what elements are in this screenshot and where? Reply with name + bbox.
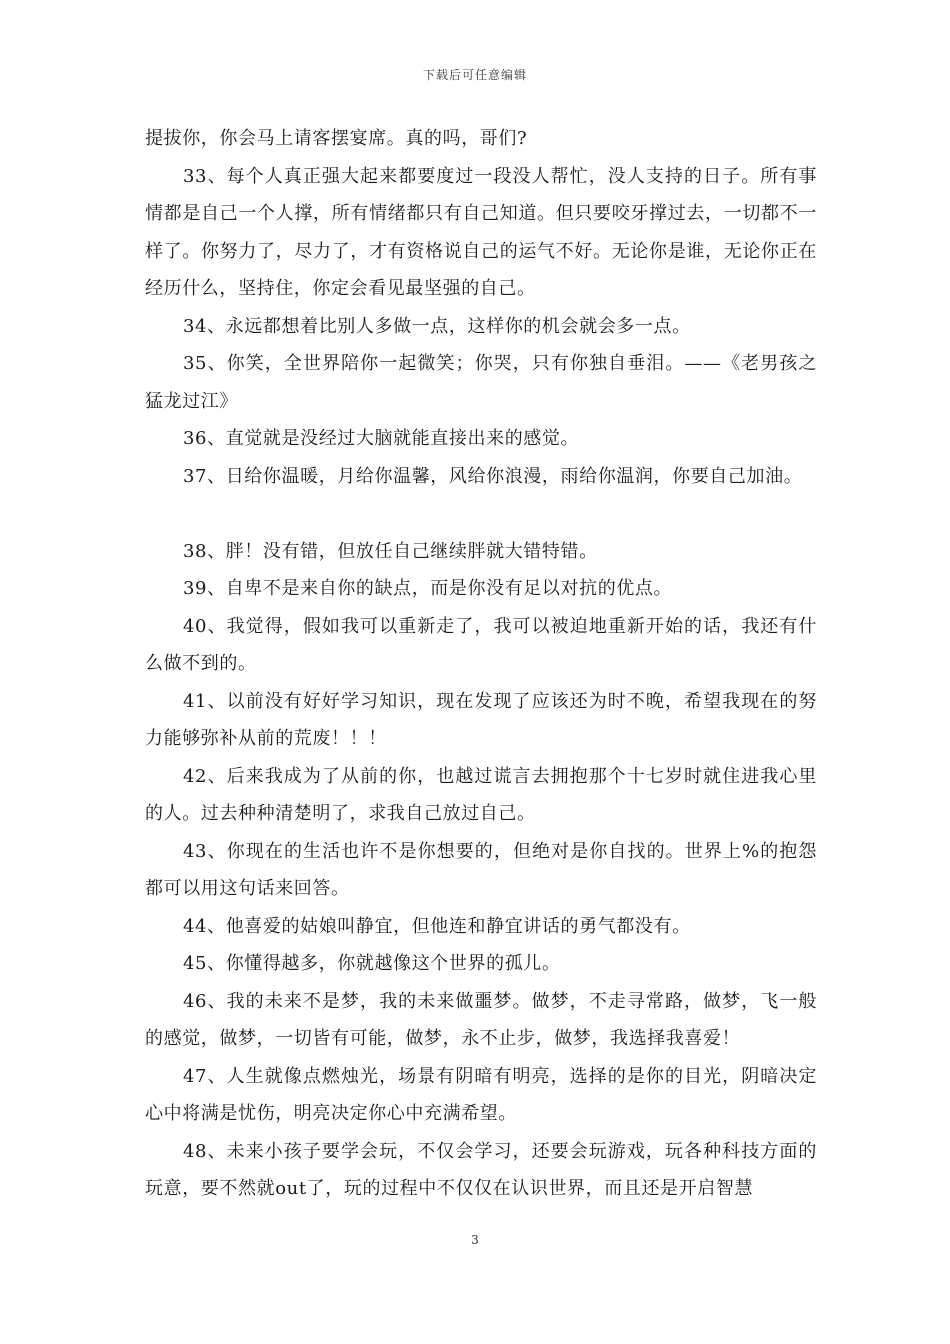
page-number: 3	[471, 1233, 479, 1247]
paragraph-spacer	[145, 495, 817, 533]
paragraph: 42、后来我成为了从前的你，也越过谎言去拥抱那个十七岁时就住进我心里的人。过去种种清楚明了，求我自己放过自己。	[145, 765, 817, 824]
paragraph: 43、你现在的生活也许不是你想要的，但绝对是你自找的。世界上%的抱怨都可以用这句话来回答。	[145, 840, 817, 899]
page-header: 下载后可任意编辑	[422, 68, 527, 82]
paragraph: 38、胖！没有错，但放任自己继续胖就大错特错。	[183, 540, 598, 562]
paragraph: 47、人生就像点燃烛光，场景有阴暗有明亮，选择的是你的目光，阴暗决定心中将满是忧伤，明亮决定你心中充满希望。	[145, 1065, 817, 1124]
paragraph: 40、我觉得，假如我可以重新走了，我可以被迫地重新开始的话，我还有什么做不到的。	[145, 615, 817, 674]
paragraph: 41、以前没有好好学习知识，现在发现了应该还为时不晚，希望我现在的努力能够弥补从前的荒废！！！	[145, 690, 817, 749]
paragraph: 39、自卑不是来自你的缺点，而是你没有足以对抗的优点。	[183, 578, 673, 599]
paragraph: 44、他喜爱的姑娘叫静宜，但他连和静宜讲话的勇气都没有。	[183, 915, 691, 937]
paragraph: 提拔你，你会马上请客摆宴席。真的吗，哥们?	[145, 128, 528, 149]
paragraph: 45、你懂得越多，你就越像这个世界的孤儿。	[183, 953, 561, 974]
paragraph: 48、未来小孩子要学会玩，不仅会学习，还要会玩游戏，玩各种科技方面的玩意，要不然就out了，玩的过程中不仅仅在认识世界，而且还是开启智慧	[145, 1140, 817, 1199]
paragraph: 33、每个人真正强大起来都要度过一段没人帮忙，没人支持的日子。所有事情都是自己一个人撑，所有情绪都只有自己知道。但只要咬牙撑过去，一切都不一样了。你努力了，尽力了，才有资格说自己的运气不好。无论你是谁，无论你正在经历什么，坚持住，你定会看见最坚强的自己。	[145, 165, 817, 299]
paragraph: 46、我的未来不是梦，我的未来做噩梦。做梦，不走寻常路，做梦，飞一般的感觉，做梦，一切皆有可能，做梦，永不止步，做梦，我选择我喜爱！	[145, 990, 817, 1049]
paragraph: 36、直觉就是没经过大脑就能直接出来的感觉。	[183, 428, 580, 449]
paragraph: 34、永远都想着比别人多做一点，这样你的机会就会多一点。	[183, 315, 691, 337]
paragraph: 35、你笑，全世界陪你一起微笑；你哭，只有你独自垂泪。——《老男孩之猛龙过江》	[145, 353, 817, 412]
document-body	[145, 120, 817, 1208]
paragraph: 37、日给你温暖，月给你温馨，风给你浪漫，雨给你温润，你要自己加油。	[183, 465, 803, 487]
